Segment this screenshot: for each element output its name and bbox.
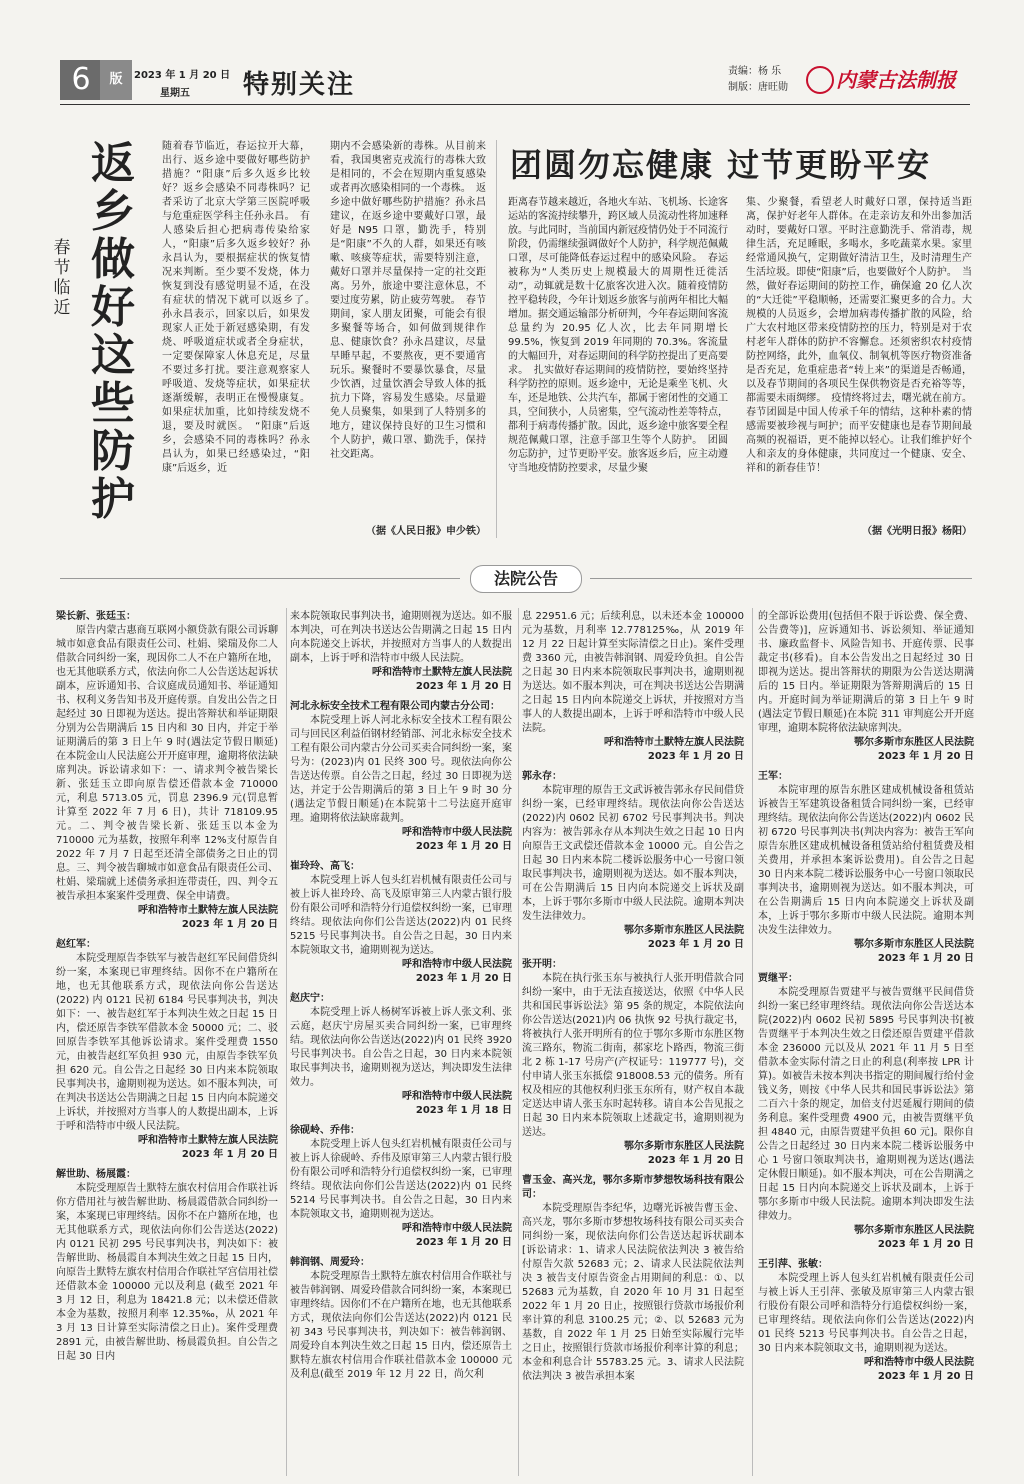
- notice-addressee: 赵庆宁：: [290, 993, 330, 1004]
- notice-addressee: 曹玉金、高兴龙，鄂尔多斯市梦想牧场科技有限公司：: [522, 1175, 744, 1200]
- notice-addressee: 徐砚岭、乔伟：: [290, 1125, 360, 1136]
- notice-body: 本院受理上诉人河北永标安全技术工程有限公司与回民区利益佰钢材经销部、河北永标安全技术工程有限公司内蒙古分公司买卖合同纠纷一案，案号为：(2023)内 01 民终 300 号。现依法向你公告送达传票。自公告之日起，经过 30 日即视为送达，并定于公告期满后的第 3 日上午 9 时 30 分(遇法定节假日顺延)在本院第十二号法庭开庭审理。逾期将依法缺席裁判。: [290, 715, 512, 824]
- notice-date: 2023 年 1 月 20 日: [415, 841, 512, 852]
- article-divider: [496, 140, 497, 538]
- notice-date: 2023 年 1 月 20 日: [877, 953, 974, 964]
- producer-credit: 制版：唐旺勋: [728, 82, 788, 93]
- notice-addressee: 郭永存：: [522, 771, 562, 782]
- notice-body: 本院受理上诉人包头红岩机械有限责任公司与被上诉人徐砚岭、乔伟及原审第三人内蒙古银行股份有限公司呼和浩特分行追偿权纠纷一案，已审理终结。现依法向你们公告送达(2022)内 01 民终 5214 号民事判决书。自公告之日起，30 日内来本院领取文书，逾期则视为送达。: [290, 1139, 512, 1220]
- page-number: 6: [60, 60, 102, 100]
- notice-addressee: 解世助、杨展霞：: [56, 1169, 136, 1180]
- notice-court: 呼和浩特市中级人民法院: [402, 827, 512, 838]
- notice-addressee: 王引萍、张敏：: [758, 1259, 828, 1270]
- notice-date: 2023 年 1 月 20 日: [415, 1237, 512, 1248]
- article1-title: 返乡做好这些防护: [91, 138, 135, 525]
- notice-body: 本院在执行张玉东与被执行人张开明借款合同纠纷一案中，由于无法直接送达，依照《中华人民共和国民事诉讼法》第 95 条的规定，本院依法向你公告送达(2021)内 06 执恢 92 号执行裁定书，将被执行人张开明所有的位于鄂尔多斯市东胜区物流三路东，物流二街南，郝家圪卜路西，物流三街北 2 栋 1-17 号房产(产权证号：119777 号)，交付申请人张玉东抵偿 918008.53 元的债务。所有权及相应的其他权利归张玉东所有，财产权自本裁定送达申请人张玉东时起转移。请自本公告见报之日起 30 日内来本院领取上述裁定书，逾期则视为送达。: [522, 973, 744, 1138]
- notice-body: 本院受理原告贾建平与被告贾继平民间借贷纠纷一案已经审理终结。现依法向你公告送达本院(2022)内 0602 民初 5895 号民事判决书[被告贾继平于本判决生效之日偿还原告贾建平借款本金 236000 元以及从 2021 年 11 月 5 日至借款本金实际付清之日止的利息(利率按 LPR 计算)。如被告未按本判决书指定的期间履行给付金钱义务，则按《中华人民共和国民事诉讼法》第二百六十条的规定，加倍支付迟延履行期间的债务利息。案件受理费 4900 元，由被告贾继平负担 4840 元，由原告贾建平负担 60 元]。限你自公告之日起经过 30 日内来本院二楼诉讼服务中心 1 号窗口领取判决书，逾期则视为送达(遇法定休假日顺延)。如不服本判决，可在公告期满之日起 15 日内向本院递交上诉状及副本，上诉于鄂尔多斯市中级人民法院。逾期本判决即发生法律效力。: [758, 987, 974, 1222]
- article2-column-1: 距离春节越来越近，各地火车站、飞机场、长途客运站的客流持续攀升，跨区域人员流动性将加速释放。与此同时，当前国内新冠疫情仍处于不同流行阶段，仍需继续强调做好个人防护，科学规范佩戴口罩，尽可能降低春运过程中的感染风险。 春运被称为“人类历史上规模最大的周期性迁徙活动”，动辄就是数十亿旅客次进入次。随着疫情防控平稳转段，今年计划返乡旅客与前两年相比大幅增加。据交通运输部分析研判，今年春运期间客流总量约为 20.95 亿人次，比去年同期增长 99.5%，恢复到 2019 年同期的 70.3%。客流量的大幅回升，对春运期间的科学防控提出了更高要求。 扎实做好春运期间的疫情防控，要始终坚持科学防控的原则。返乡途中，无论是乘坐飞机、火车，还是地铁、公共汽车，都属于密闭性的交通工具，空间狭小，人员密集，空气流动性差等特点，都利于病毒传播扩散。因此，返乡途中旅客要全程规范佩戴口罩，注意手部卫生等个人防护。 团圆勿忘防护，过节更盼平安。旅客返乡后，应主动遵守当地疫情防控要求，尽量少聚: [508, 197, 728, 474]
- notice-body: 息 22951.6 元；后续利息，以未还本金 100000 元为基数，月利率 12.778125‰，从 2019 年 12 月 22 日起计算至实际清偿之日止)。案件受理费 3360 元，由被告韩润钢、周爱玲负担。自公告之日起 30 日内来本院领取民事判决书，逾期则视为送达。如不服本判决，可在判决书送达公告期满之日起 15 日内向本院递交上诉状，并按照对方当事人的人数提出副本，上诉于呼和浩特市中级人民法院。: [522, 611, 744, 734]
- notice-addressee: 梁长新、张廷玉：: [56, 611, 136, 622]
- notice-addressee: 张开明：: [522, 959, 562, 970]
- notice-date: 2023 年 1 月 20 日: [415, 681, 512, 692]
- notice-court: 呼和浩特市土默特左旗人民法院: [372, 667, 512, 678]
- notices-column-3: [522, 610, 744, 1480]
- notice-court: 呼和浩特市土默特左旗人民法院: [604, 737, 744, 748]
- issue-date: 2023 年 1 月 20 日: [134, 70, 231, 81]
- notice-date: 2023 年 1 月 20 日: [647, 751, 744, 762]
- notice-court: 鄂尔多斯市东胜区人民法院: [854, 939, 974, 950]
- column-title: 特别关注: [243, 70, 356, 100]
- notices-header: 法院公告: [470, 565, 582, 593]
- paper-logo-icon: [806, 66, 834, 94]
- notice-court: 鄂尔多斯市东胜区人民法院: [854, 1225, 974, 1236]
- notice-body: 本院审理的原告王文武诉被告郭永存民间借贷纠纷一案，已经审理终结。现依法向你公告送达(2022)内 0602 民初 6702 号民事判决书。判决内容为：被告郭永存从本判决生效之日起 10 日内向原告王文武偿还借款本金 10000 元。自公告之日起 30 日内来本院二楼诉讼服务中心一号窗口领取民事判决书，逾期则视为送达。如不服本判决，可在公告期满后 15 日内向本院递交上诉状及副本，上诉于鄂尔多斯市中级人民法院。逾期本判决发生法律效力。: [522, 785, 744, 922]
- notice-body: 本院受理原告李纪华，边曙光诉被告曹玉金、高兴龙，鄂尔多斯市梦想牧场科技有限公司买卖合同纠纷一案，现依法向你们公告送达起诉状副本[诉讼请求：1、请求人民法院依法判决 3 被告给付原告欠款 52683 元；2、请求人民法院依法判决 3 被告支付原告资金占用期间的利息：①、以 52683 元为基数，自 2020 年 10 月 31 日起至 2022 年 1 月 20 日止，按照银行贷款市场报价利率计算的利息 3100.25 元；②、以 52683 元为基数，自 2022 年 1 月 25 日始至实际履行完毕之日止，按照银行贷款市场报价利率计算的利息；本金和利息合计 55783.25 元。3、请求人民法院依法判决 3 被告承担本案: [522, 1203, 744, 1382]
- notice-body: 本院受理上诉人包头红岩机械有限责任公司与被上诉人王引萍、张敏及原审第三人内蒙古银行股份有限公司呼和浩特分行追偿权纠纷一案，已审理终结。现依法向你们公告送达(2022)内 01 民终 5213 号民事判决书。自公告之日起，30 日内来本院领取文书，逾期则视为送达。: [758, 1273, 974, 1354]
- notice-court: 鄂尔多斯市东胜区人民法院: [624, 925, 744, 936]
- notice-header-rule-right: [590, 578, 972, 579]
- article2-source: （据《光明日报》杨阳）: [862, 526, 972, 537]
- notice-date: 2023 年 1 月 20 日: [415, 973, 512, 984]
- notice-date: 2023 年 1 月 20 日: [877, 1371, 974, 1382]
- article1-column-1: 随着春节临近，春运拉开大幕，出行、返乡途中要做好哪些防护措施？“阳康”后多久返乡比较好？返乡会感染不同毒株吗？记者采访了北京大学第三医院呼吸与危重症医学科主任孙永昌。 有人感染后担心把病毒传染给家人，“阳康”后多久返乡较好？孙永昌认为，要根据症状的恢复情况来判断。至少要不发烧，体力恢复到没有感觉明显不适，在没有症状的情况下就可以返乡了。 孙永昌表示，回家以后，如果发现家人正处于新冠感染期，有发烧、呼吸道症状或者全身症状，一定要保障家人休息充足，尽量不要过多打扰。要注意观察家人呼吸道、发烧等症状，如果症状逐渐缓解，表明正在慢慢康复。如果症状加重，比如持续发烧不退，要及时就医。 “阳康”后返乡，会感染不同的毒株吗？孙永昌认为，如果已经感染过，“阳康”后返乡，近: [162, 141, 320, 474]
- notice-body: 本院受理原告土默特左旗农村信用合作联社诉你方借用社与被告解世助、杨晨霞借款合同纠纷一案，本案现已审理终结。因你不在户籍所在地，也无其他联系方式，现依法向你们公告送达(2022)内 0121 民初 295 号民事判决书，判决如下：被告解世助、杨晨霞自本判决生效之日起 15 日内，向原告土默特左旗农村信用合作联社罕宫信用社偿还借款本金 100000 元以及利息 (截至 2021 年 3 月 12 日，利息为 18421.8 元；以未偿还借款本金为基数，按照月利率 12.35‰，从 2021 年 3 月 13 日计算至实际清偿之日止)。案件受理费 2891 元，由被告解世助、杨晨霞负担。自公告之日起 30 日内: [56, 1183, 278, 1362]
- notice-body: 来本院领取民事判决书，逾期则视为送达。如不服本判决，可在判决书送达公告期满之日起 15 日内向本院递交上诉状，并按照对方当事人的人数提出副本，上诉于呼和浩特市中级人民法院。: [290, 611, 512, 664]
- notice-body: 本院受理原告李铁军与被告赵红军民间借贷纠纷一案，本案现已审理终结。因你不在户籍所在地，也无其他联系方式，现依法向你公告送达 (2022) 内 0121 民初 6184 号民事判决书，判决如下：一、被告赵红军于本判决生效之日起 15 日内，偿还原告李铁军借款本金 50000 元；二、驳回原告李铁军其他诉讼请求。案件受理费 1550 元，由被告赵红军负担 930 元，由原告李铁军负担 620 元。自公告之日起经 30 日内来本院领取民事判决书，逾期则视为送达。如不服本判决，可在判决书送达公告期满之日起 15 日内向本院递交上诉状，并按照对方当事人的人数提出副本，上诉于呼和浩特市中级人民法院。: [56, 953, 278, 1132]
- editor-credit: 责编：杨 乐: [728, 66, 782, 77]
- notice-date: 2023 年 1 月 20 日: [647, 939, 744, 950]
- notice-body: 本院审理的原告东胜区建成机械设备租赁站诉被告王军建筑设备租赁合同纠纷一案，已经审理终结。现依法向你公告送达(2022)内 0602 民初 6720 号民事判决书(判决内容为：被告王军向原告东胜区建成机械设备租赁站给付租赁费及相关费用，并承担本案诉讼费用)。自公告之日起 30 日内来本院二楼诉讼服务中心一号窗口领取民事判决书，逾期则视为送达。如不服本判决，可在公告期满后 15 日内向本院递交上诉状及副本，上诉于鄂尔多斯市中级人民法院。逾期本判决发生法律效力。: [758, 785, 974, 936]
- notice-date: 2023 年 1 月 18 日: [415, 1105, 512, 1116]
- notice-date: 2023 年 1 月 20 日: [181, 919, 278, 930]
- notices-column-2: [290, 610, 512, 1480]
- notice-body: 本院受理上诉人包头红岩机械有限责任公司与被上诉人崔玲玲、高飞及原审第三人内蒙古银行股份有限公司呼和浩特分行追偿权纠纷一案，已审理终结。现依法向你们公告送达(2022)内 01 民终 5215 号民事判决书。自公告之日起，30 日内来本院领取文书，逾期则视为送达。: [290, 875, 512, 956]
- notice-body: 的全部诉讼费用(包括但不限于诉讼费、保全费、公告费等)]，应诉通知书、诉讼须知、举证通知书、廉政监督卡、风险告知书、开庭传票、民事裁定书(移看)。自本公告发出之日起经过 30 日即视为送达。提出答辩状的期限为公告送达期满后的 15 日内。举证期限为答辩期满后的 15 日内。开庭时间为举证期满后的第 3 日上午 9 时(遇法定节假日顺延)在本院 311 审判庭公开开庭审理，逾期本院将依法缺席判决。: [758, 611, 974, 734]
- notice-addressee: 崔玲玲、高飞：: [290, 861, 360, 872]
- notice-addressee: 赵红军：: [56, 939, 96, 950]
- article1-source: （据《人民日报》申少铁）: [366, 526, 486, 537]
- page-char: 版: [100, 60, 132, 100]
- issue-weekday: 星期五: [160, 88, 190, 99]
- notice-court: 呼和浩特市土默特左旗人民法院: [138, 905, 278, 916]
- notice-addressee: 河北永标安全技术工程有限公司内蒙古分公司：: [290, 701, 500, 712]
- notice-court: 呼和浩特市中级人民法院: [402, 959, 512, 970]
- masthead-divider: [60, 104, 970, 105]
- notice-court: 呼和浩特市土默特左旗人民法院: [138, 1135, 278, 1146]
- notice-court: 鄂尔多斯市东胜区人民法院: [624, 1141, 744, 1152]
- paper-name: 内蒙古法制报: [836, 68, 956, 92]
- article2-title: 团圆勿忘健康 过节更盼平安: [510, 146, 932, 184]
- column-divider: [752, 608, 753, 1476]
- notice-court: 呼和浩特市中级人民法院: [402, 1091, 512, 1102]
- notice-addressee: 王军：: [758, 771, 788, 782]
- article1-subtitle: 春节临近: [53, 238, 71, 318]
- column-divider: [518, 608, 519, 1476]
- notices-column-4: [758, 610, 974, 1480]
- notice-addressee: 贾继平：: [758, 973, 798, 984]
- notice-court: 鄂尔多斯市东胜区人民法院: [854, 737, 974, 748]
- notice-date: 2023 年 1 月 20 日: [647, 1155, 744, 1166]
- notice-date: 2023 年 1 月 20 日: [181, 1149, 278, 1160]
- column-divider: [286, 608, 287, 1476]
- article1-column-2: 期内不会感染新的毒株。从目前来看，我国奥密克戎流行的毒株大致是相同的，不会在短期内重复感染或者再次感染相同的一个毒株。 返乡途中做好哪些防护措施？孙永昌建议，在返乡途中要戴好口罩，最好是 N95 口罩，勤洗手，特别是“阳康”不久的人群，如果还有咳嗽、咳痰等症状，需要特别注意，戴好口罩并尽量保持一定的社交距离。另外，旅途中要注意休息，不要过度劳累，防止疲劳驾驶。 春节期间，家人朋友团聚，可能会有很多聚餐等场合，如何做到规律作息、健康饮食？孙永昌建议，尽量早睡早起，不要熬夜，更不要通宵玩乐。聚餐时不要暴饮暴食，尽量少饮酒，过量饮酒会导致人体的抵抗力下降，容易发生感染。尽量避免人员聚集，如果到了人特别多的地方，建议保持良好的卫生习惯和个人防护，戴口罩、勤洗手，保持社交距离。: [330, 141, 486, 460]
- notices-column-1: [56, 610, 278, 1480]
- notice-court: 呼和浩特市中级人民法院: [864, 1357, 974, 1368]
- notice-court: 呼和浩特市中级人民法院: [402, 1223, 512, 1234]
- notice-date: 2023 年 1 月 20 日: [877, 1239, 974, 1250]
- notice-date: 2023 年 1 月 20 日: [877, 751, 974, 762]
- article2-column-2: 集、少聚餐，看望老人时戴好口罩，保持适当距离，保护好老年人群体。在走亲访友和外出参加活动时，要戴好口罩。平时注意勤洗手、常消毒，规律生活，充足睡眠，多喝水，多吃蔬菜水果。家里经常通风换气，定期做好清洁卫生，及时清理生产生活垃圾。即使“阳康”后，也要做好个人防护。 当然，做好春运期间的防控工作，确保逾 20 亿人次的“大迁徙”平稳顺畅，还需要汇聚更多的合力。大规模的人员返乡，会增加病毒传播扩散的风险，给广大农村地区带来疫情防控的压力，特别是对于农村老年人群体的防护不容懈怠。还须密织农村疫情防控网络，此外，血氧仪、制氧机等医疗物资准备是否充足，危重症患者“转上来”的渠道是否畅通，以及春节期间的各项民生保供物资是否充裕等等，都需要未雨绸缪。 疫情终将过去，曙光就在前方。春节团圆是中国人传承千年的情结，这种朴素的情感需要被珍视与呵护；而平安健康也是春节期间最高频的祝福语，更不能掉以轻心。让我们维护好个人和亲友的身体健康，共同度过一个健康、安全、祥和的新春佳节！: [746, 197, 972, 474]
- notice-body: 本院受理原告土默特左旗农村信用合作联社与被告韩润钢、周爱玲借款合同纠纷一案，本案现已审理终结。因你们不在户籍所在地，也无其他联系方式，现依法向你们公告送达(2022)内 0121 民初 343 号民事判决书，判决如下：被告韩润钢、周爱玲自本判决生效之日起 15 日内，偿还原告土默特左旗农村信用合作联社借款本金 100000 元及利息(截至 2019 年 12 月 22 日，尚欠利: [290, 1271, 512, 1380]
- notice-addressee: 韩润钢、周爱玲：: [290, 1257, 370, 1268]
- notice-header-rule-left: [60, 578, 460, 579]
- notice-body: 本院受理上诉人杨树军诉被上诉人张文利、张云庭，赵庆宁房屋买卖合同纠纷一案，已审理终结。现依法向你公告送达(2022)内 01 民终 3920 号民事判决书。自公告之日起，30 日内来本院领取民事判决书，逾期则视为送达，判决即发生法律效力。: [290, 1007, 512, 1088]
- notice-body: 原告内蒙古惠商互联网小额贷款有限公司诉聊城市如意食品有限责任公司、杜娟、梁瑞及你二人借款合同纠纷一案，现因你二人不在户籍所在地，也无其他联系方式，依法向你二人公告送达起诉状副本，应诉通知书、合议庭成员通知书、举证通知书、权利义务告知书及开庭传票。自发出公告之日起经过 30 日即视为送达。提出答辩状和举证期限分别为公告期满后 15 日内和 30 日内，并定于举证期满后的第 3 日上午 9 时(遇法定节假日顺延)在本院金山人民法庭公开开庭审理，逾期将依法缺席判决。诉讼请求如下：一、请求判令被告梁长新、张廷玉立即向原告偿还借款本金 710000 元，利息 5713.05 元，罚息 2396.9 元(罚息暂计算至 2022 年 7 月 6 日)，共计 718109.95 元。二、判令被告梁长新、张廷玉以本金为 710000 元为基数，按照年利率 12%支付原告自 2022 年 7 月 7 日起至还清全部债务之日止的罚息。三、判令被告聊城市如意食品有限责任公司、杜娟、梁瑞就上述债务承担连带责任，四、判令五被告承担本案案件受理费、保全申请费。: [56, 625, 278, 902]
